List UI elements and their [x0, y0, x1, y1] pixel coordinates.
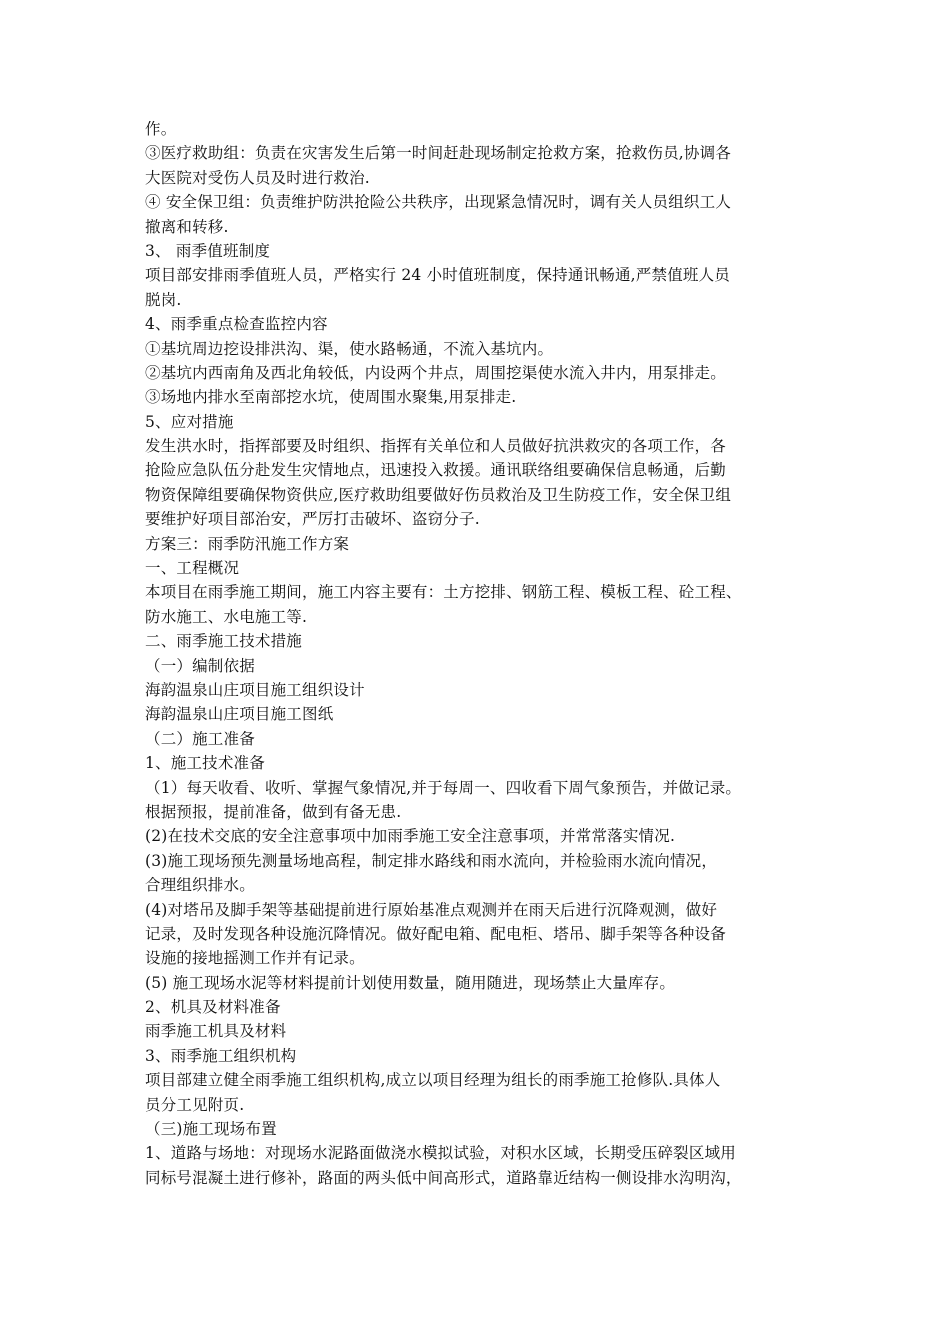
text-line: 3、 雨季值班制度 [145, 241, 271, 260]
text-line: (5) 施工现场水泥等材料提前计划使用数量，随用随进，现场禁止大量库存。 [145, 973, 676, 992]
text-line: 雨季施工机具及材料 [145, 1022, 287, 1041]
text-line: 1、道路与场地：对现场水泥路面做浇水模拟试验，对积水区域，长期受压碎裂区域用 [145, 1144, 736, 1163]
text-line: ④ 安全保卫组：负责维护防洪抢险公共秩序，出现紧急情况时，调有关人员组织工人 [145, 193, 732, 212]
text-line: ①基坑周边挖设排洪沟、渠，使水路畅通，不流入基坑内。 [145, 339, 554, 358]
text-line: ②基坑内西南角及西北角较低，内设两个井点，周围挖渠使水流入井内，用泵排走。 [145, 363, 726, 382]
text-line: 物资保障组要确保物资供应,医疗救助组要做好伤员救治及卫生防疫工作，安全保卫组 [145, 485, 732, 504]
text-line: 脱岗. [145, 290, 182, 309]
text-line: 合理组织排水。 [145, 876, 255, 895]
text-line: 发生洪水时，指挥部要及时组织、指挥有关单位和人员做好抗洪救灾的各项工作，各 [145, 437, 726, 456]
text-line: 本项目在雨季施工期间，施工内容主要有：土方挖排、钢筋工程、模板工程、砼工程、 [145, 583, 742, 602]
text-line: 2、机具及材料准备 [145, 998, 281, 1017]
text-line: ③场地内排水至南部挖水坑，使周围水聚集,用泵排走. [145, 388, 517, 407]
text-line: 作。 [145, 120, 177, 138]
text-line: 根据预报，提前准备，做到有备无患. [145, 802, 402, 821]
text-line: 抢险应急队伍分赴发生灾情地点，迅速投入救援。通讯联络组要确保信息畅通，后勤 [145, 461, 726, 480]
text-line: 要维护好项目部治安，严厉打击破坏、盗窃分子. [145, 510, 480, 529]
text-line: 大医院对受伤人员及时进行救治. [145, 168, 370, 187]
text-line: (4)对塔吊及脚手架等基础提前进行原始基准点观测并在雨天后进行沉降观测，做好 [145, 900, 718, 919]
text-line: 同标号混凝土进行修补，路面的两头低中间高形式，道路靠近结构一侧设排水沟明沟， [145, 1168, 742, 1187]
text-line: (3)施工现场预先测量场地高程，制定排水路线和雨水流向，并检验雨水流向情况， [145, 851, 718, 870]
text-line: （二）施工准备 [145, 729, 255, 748]
text-line: （三)施工现场布置 [145, 1120, 277, 1139]
document-body [145, 117, 815, 1190]
text-line: 撤离和转移. [145, 217, 229, 236]
text-line: （一）编制依据 [145, 656, 255, 675]
text-line: 方案三：雨季防汛施工作方案 [145, 534, 350, 553]
text-line: 二、雨季施工技术措施 [145, 632, 303, 651]
text-line: 防水施工、水电施工等. [145, 607, 308, 626]
text-line: (2)在技术交底的安全注意事项中加雨季施工安全注意事项，并常常落实情况. [145, 827, 676, 846]
text-line: 项目部安排雨季值班人员，严格实行 24 小时值班制度，保持通讯畅通,严禁值班人员 [145, 266, 731, 285]
text-line: （1）每天收看、收听、掌握气象情况,并于每周一、四收看下周气象预告，并做记录。 [145, 778, 742, 797]
text-line: 一、工程概况 [145, 559, 240, 578]
text-line: 海韵温泉山庄项目施工图纸 [145, 705, 334, 724]
text-line: 员分工见附页. [145, 1095, 245, 1114]
text-line: 记录，及时发现各种设施沉降情况。做好配电箱、配电柜、塔吊、脚手架等各种设备 [145, 924, 726, 943]
text-line: 5、应对措施 [145, 412, 234, 431]
text-line: 海韵温泉山庄项目施工组织设计 [145, 680, 365, 699]
text-line: ③医疗救助组：负责在灾害发生后第一时间赶赴现场制定抢救方案，抢救伤员,协调各 [145, 144, 732, 163]
text-line: 设施的接地摇测工作并有记录。 [145, 949, 365, 968]
text-line: 1、施工技术准备 [145, 754, 265, 773]
text-line: 3、雨季施工组织机构 [145, 1046, 297, 1065]
text-line: 4、雨季重点检查监控内容 [145, 315, 328, 334]
text-line: 项目部建立健全雨季施工组织机构,成立以项目经理为组长的雨季施工抢修队.具体人 [145, 1071, 721, 1090]
